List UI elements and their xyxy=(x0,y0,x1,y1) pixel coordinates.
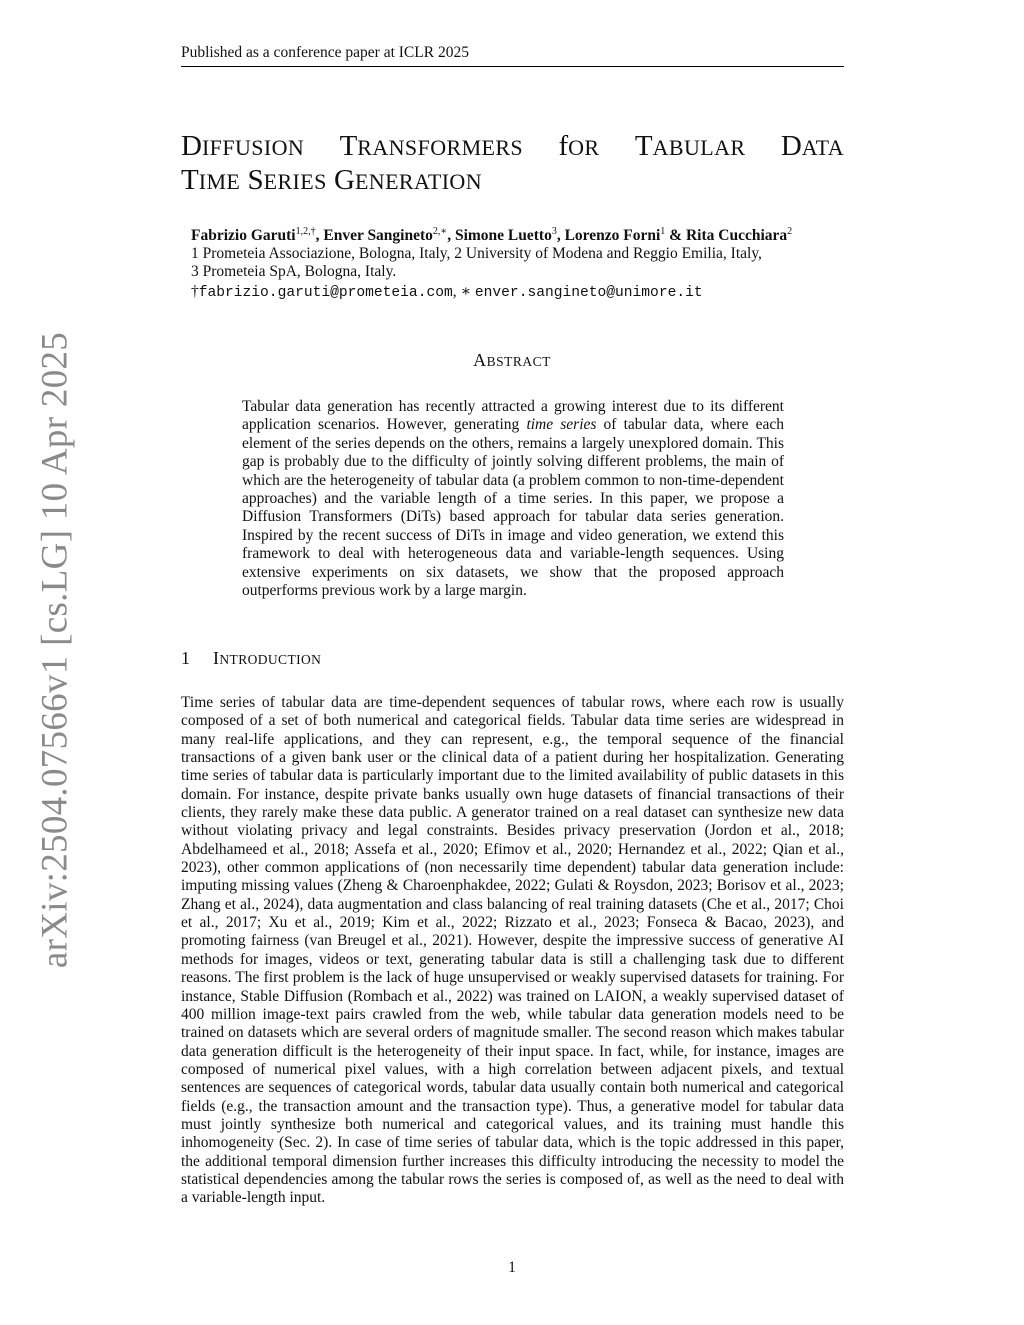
author-separator: , xyxy=(556,227,565,244)
author-affiliation-mark: 2 xyxy=(787,226,793,237)
author-affiliation-mark: 1,2,† xyxy=(295,226,316,237)
title-word: TIME xyxy=(181,164,241,196)
author-name: Rita Cucchiara xyxy=(685,227,788,244)
affiliation-line: 1 Prometeia Associazione, Bologna, Italy, 2 University of Modena and Reggio Emilia, Italy, xyxy=(191,245,762,262)
title-word: DIFFUSION xyxy=(181,130,305,162)
header-rule xyxy=(181,66,844,67)
author-affiliation-mark: 2,∗ xyxy=(432,226,448,237)
title-line-2 xyxy=(181,164,844,198)
author-separator: , xyxy=(447,227,455,244)
email-separator: , xyxy=(452,283,461,300)
abstract-text-part: Tabular data generation has recently attracted a growing interest due to its different application scenarios. However, generating xyxy=(242,398,784,434)
abstract-text-part: of tabular data, where each element of the series depends on the others, remains a largely unexplored domain. This gap is probably due to the difficulty of jointly solving different problems, the main of which are the heterogeneity of tabular data (a problem common to non-time-dependent approaches) and the variable length of a time series. In this paper, we propose a Diffusion Transformers (DiTs) based approach for tabular data series generation. Inspired by the recent success of DiTs in image and video generation, we extend this framework to deal with heterogeneous data and variable-length sequences. Using extensive experiments on six datasets, we show that the proposed approach outperforms previous work by a large margin. xyxy=(242,416,784,600)
abstract-heading: ABSTRACT xyxy=(473,350,551,370)
author-affiliation-mark: 3 xyxy=(551,226,557,237)
paper-title xyxy=(181,130,844,198)
author-separator: & xyxy=(665,227,686,244)
title-word: SERIES xyxy=(247,164,327,196)
author-separator: , xyxy=(315,227,324,244)
title-word: GENERATION xyxy=(334,164,482,196)
abstract-emphasis: time series xyxy=(526,416,597,434)
title-word: TRANSFORMERS xyxy=(339,130,524,162)
abstract-text xyxy=(242,398,784,600)
title-word: TABULAR xyxy=(634,130,746,162)
section-number: 1 xyxy=(181,648,191,668)
title-line-1 xyxy=(181,130,844,164)
conference-header: Published as a conference paper at ICLR 2025 xyxy=(181,44,469,61)
title-word: DATA xyxy=(780,130,844,162)
author-affiliation-mark: 1 xyxy=(660,226,666,237)
author-name: Fabrizio Garuti xyxy=(191,227,296,244)
dagger-mark: † xyxy=(191,283,199,300)
email-link[interactable]: enver.sangineto@unimore.it xyxy=(474,285,703,301)
author-list xyxy=(191,226,792,245)
author-name: Enver Sangineto xyxy=(323,227,433,244)
introduction-paragraph: Time series of tabular data are time-dependent sequences of tabular rows, where each row is usually composed of a set of both numerical and categorical fields. Tabular data time series are widespread in many real-life applications, and they can represent, e.g., the temporal sequence of the financial transactions of a given bank user or the clinical data of a patient during her hospitalization. Generating time series of tabular data is particularly important due to the limited availability of public datasets in this domain. For instance, despite private banks usually own huge datasets of financial transactions of their clients, they rarely make these data public. A generator trained on a real dataset can synthesize new data without violating privacy and legal constraints. Besides privacy preservation (Jordon et al., 2018; Abdelhameed et al., 2018; Assefa et al., 2020; Efimov et al., 2020; Hernandez et al., 2022; Qian et al., 2023), other common applications of (non necessarily time dependent) tabular data generation include: imputing missing values (Zheng & Charoenphakdee, 2022; Gulati & Roysdon, 2023; Borisov et al., 2023; Zhang et al., 2024), data augmentation and class balancing of real training datasets (Che et al., 2017; Choi et al., 2017; Xu et al., 2019; Kim et al., 2022; Rizzato et al., 2023; Fonseca & Bacao, 2023), and promoting fairness (van Breugel et al., 2021). However, despite the impressive success of generative AI methods for images, videos or text, generating tabular data is still a challenging task due to different reasons. The first problem is the lack of huge unsupervised or weakly supervised datasets for training. For instance, Stable Diffusion (Rombach et al., 2022) was trained on LAION, a weakly supervised dataset of 400 million image-text pairs crawled from the web, while tabular data generation models need to be trained on datasets which are several orders of magnitude smaller. The second reason which makes tabular data generation difficult is the heterogeneity of their input space. In fact, while, for instance, images are composed of numerical pixel values, with a high correlation between adjacent pixels, and textual sentences are sequences of categorical words, tabular data usually contain both numerical and categorical fields (e.g., the transaction amount and the transaction type). Thus, a generative model for tabular data must jointly synthesize both numerical and categorical values, and its training must handle this inhomogeneity (Sec. 2). In case of time series of tabular data, which is the topic addressed in this paper, the additional temporal dimension further increases this difficulty introducing the necessity to model the statistical dependencies among the tabular rows the series is composed of, as well as the need to deal with a variable-length input. xyxy=(181,694,844,1207)
author-name: Lorenzo Forni xyxy=(564,227,661,244)
title-word: fOR xyxy=(558,130,600,162)
arxiv-stamp: arXiv:2504.07566v1 [cs.LG] 10 Apr 2025 xyxy=(34,331,76,969)
affiliation-line: 3 Prometeia SpA, Bologna, Italy. xyxy=(191,263,397,280)
author-emails xyxy=(191,282,703,301)
section-heading-introduction xyxy=(181,648,321,669)
star-mark: ∗ xyxy=(460,283,475,300)
page-number: 1 xyxy=(508,1259,516,1276)
author-name: Simone Luetto xyxy=(454,227,552,244)
section-title: INTRODUCTION xyxy=(213,648,322,668)
email-link[interactable]: fabrizio.garuti@prometeia.com xyxy=(198,285,453,301)
